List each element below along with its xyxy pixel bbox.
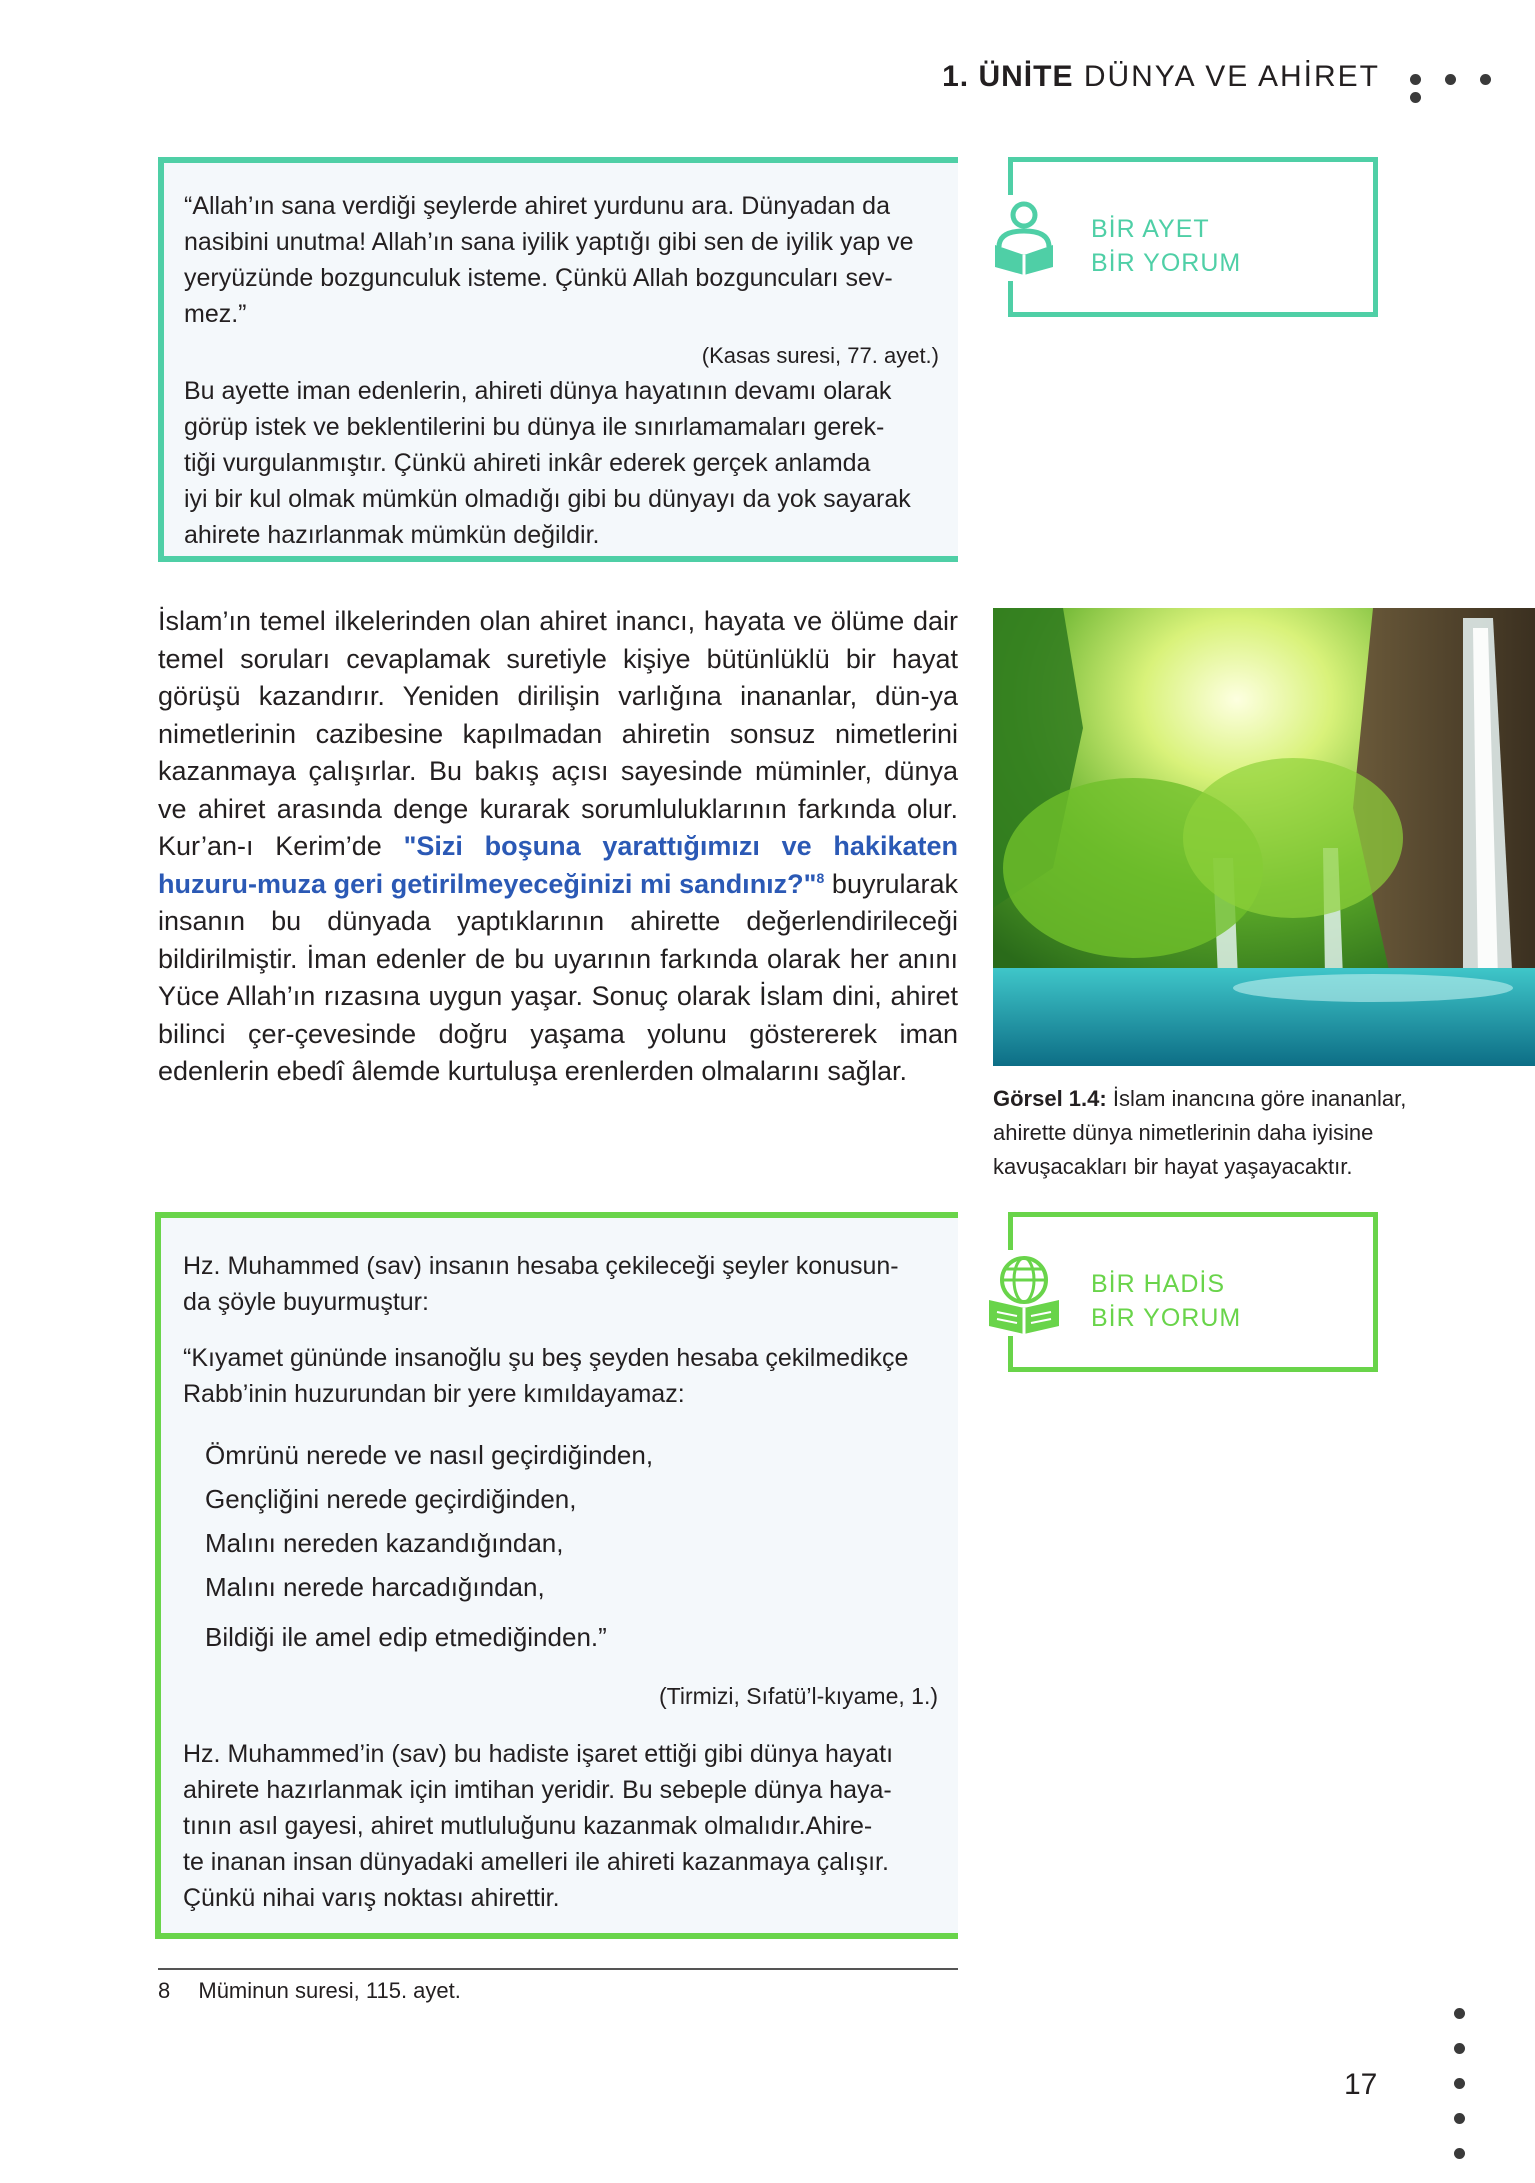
ayet-comment-line: ahirete hazırlanmak mümkün değildir. bbox=[184, 521, 600, 549]
ayet-comment-line: görüp istek ve beklentilerini bu dünya ile sınırlamamaları gerek- bbox=[184, 413, 885, 441]
hadis-comment-line: Hz. Muhammed’in (sav) bu hadiste işaret ettiği gibi dünya hayatı bbox=[183, 1740, 894, 1768]
unit-title: DÜNYA VE AHİRET bbox=[1083, 60, 1380, 93]
tag-line: BİR YORUM bbox=[1091, 1304, 1242, 1332]
hadis-comment-line: Çünkü nihai varış noktası ahirettir. bbox=[183, 1884, 560, 1912]
tag-line: BİR HADİS bbox=[1091, 1270, 1226, 1298]
caption-label: Görsel 1.4: bbox=[993, 1086, 1107, 1111]
hadis-comment bbox=[183, 1736, 938, 1916]
main-text-part: İslam’ın temel ilkelerinden olan ahiret inancı, hayata ve ölüme dair temel soruları cevaplamak suretiyle kişiye bütünlüklü bir hayat görüşü kazandırır. Yeniden dirilişin varlığına inananlar, dün-ya nimetlerinin cazibesine kapılmadan ahiretin sonsuz nimetlerini kazanmaya çalışırlar. Bu bakış açısı sayesinde müminler, dünya ve ahiret arasında denge kurarak sorumluluklarının farkında olur. Kur’an-ı Kerim’de bbox=[158, 606, 958, 861]
hadis-item: Ömrünü nerede ve nasıl geçirdiğinden, bbox=[205, 1440, 654, 1470]
highlighted-ayet-quote: "Sizi boşuna yarattığımızı ve hakikaten huzuru-muza geri getirilmeyeceğinizi mi sandınız?" bbox=[158, 831, 958, 899]
figure-caption bbox=[993, 1082, 1433, 1184]
hadis-quote bbox=[183, 1340, 938, 1412]
hadis-intro-line: da şöyle buyurmuştur: bbox=[183, 1288, 429, 1316]
hadis-item: Malını nereden kazandığından, bbox=[205, 1528, 564, 1558]
footnote-text: Müminun suresi, 115. ayet. bbox=[198, 1978, 461, 2003]
waterfall-forest-photo bbox=[993, 608, 1535, 1066]
hadis-source: (Tirmizi, Sıfatü’l-kıyame, 1.) bbox=[658, 1683, 938, 1709]
header-dots-decoration bbox=[1410, 72, 1535, 108]
main-paragraph bbox=[158, 603, 958, 1091]
tag-label bbox=[1091, 212, 1241, 280]
hadis-comment-line: te inanan insan dünyadaki amelleri ile ahireti kazanmaya çalışır. bbox=[183, 1848, 889, 1876]
ayet-comment-line: Bu ayette iman edenlerin, ahireti dünya hayatının devamı olarak bbox=[184, 377, 892, 405]
hadis-items bbox=[205, 1433, 925, 1659]
tag-line: BİR YORUM bbox=[1091, 249, 1242, 277]
ayet-box bbox=[158, 157, 958, 562]
reading-person-icon bbox=[981, 195, 1067, 281]
hadis-box bbox=[155, 1212, 958, 1939]
ayet-comment-line: tiği vurgulanmıştır. Çünkü ahireti inkâr ederek gerçek anlamda bbox=[184, 449, 871, 477]
hadis-item: Bildiği ile amel edip etmediğinden.” bbox=[205, 1622, 607, 1652]
bir-hadis-bir-yorum-tag bbox=[1008, 1212, 1378, 1372]
ayet-quote-line: yeryüzünde bozgunculuk isteme. Çünkü Allah bozguncuları sev- bbox=[184, 264, 893, 292]
caption-text: İslam inancına göre inananlar, ahirette dünya nimetlerinin daha iyisine kavuşacakları bir hayat yaşayacaktır. bbox=[993, 1086, 1407, 1179]
bir-ayet-bir-yorum-tag bbox=[1008, 157, 1378, 317]
hadis-intro-line: Hz. Muhammed (sav) insanın hesaba çekileceği şeyler konusun- bbox=[183, 1252, 899, 1280]
tag-label bbox=[1091, 1267, 1241, 1335]
page-number: 17 bbox=[1344, 2068, 1378, 2101]
ayet-comment bbox=[184, 373, 939, 553]
hadis-item: Malını nerede harcadığından, bbox=[205, 1572, 545, 1602]
unit-number: 1. ÜNİTE bbox=[942, 60, 1074, 93]
footnote bbox=[158, 1978, 461, 2004]
tag-line: BİR AYET bbox=[1091, 215, 1210, 243]
ayet-quote-line: mez.” bbox=[184, 300, 247, 328]
hadis-quote-line: “Kıyamet gününde insanoğlu şu beş şeyden hesaba çekilmedikçe bbox=[183, 1344, 909, 1372]
footnote-number: 8 bbox=[158, 1978, 171, 2003]
hadis-quote-line: Rabb’inin huzurundan bir yere kımıldayamaz: bbox=[183, 1380, 685, 1408]
footnote-ref[interactable]: 8 bbox=[816, 869, 825, 886]
hadis-item: Gençliğini nerede geçirdiğinden, bbox=[205, 1484, 577, 1514]
side-dots-decoration bbox=[1454, 2008, 1465, 2183]
ayet-quote-line: “Allah’ın sana verdiği şeylerde ahiret yurdunu ara. Dünyadan da bbox=[184, 192, 890, 220]
globe-book-icon bbox=[981, 1250, 1067, 1336]
main-text-part: buyrularak insanın bu dünyada yaptıklarının ahirette değerlendirileceği bildirilmiştir. İman edenler de bu uyarının farkında olarak her anını Yüce Allah’ın rızasına uygun yaşar. Sonuç olarak İslam dini, ahiret bilinci çer-çevesinde doğru yaşama yolunu göstererek iman edenlerin ebedî âlemde kurtuluşa erenlerden olmalarını sağlar. bbox=[158, 868, 958, 1086]
ayet-quote-line: nasibini unutma! Allah’ın sana iyilik yaptığı gibi sen de iyilik yap ve bbox=[184, 228, 914, 256]
ayet-comment-line: iyi bir kul olmak mümkün olmadığı gibi bu dünyayı da yok sayarak bbox=[184, 485, 911, 513]
ayet-quote bbox=[184, 188, 939, 332]
hadis-intro bbox=[183, 1248, 938, 1320]
hadis-comment-line: ahirete hazırlanmak için imtihan yeridir. Bu sebeple dünya haya- bbox=[183, 1776, 892, 1804]
hadis-comment-line: tının asıl gayesi, ahiret mutluluğunu kazanmak olmalıdır.Ahire- bbox=[183, 1812, 873, 1840]
unit-header bbox=[0, 60, 1380, 94]
ayet-source: (Kasas suresi, 77. ayet.) bbox=[701, 343, 939, 368]
footnote-divider bbox=[158, 1968, 958, 1970]
